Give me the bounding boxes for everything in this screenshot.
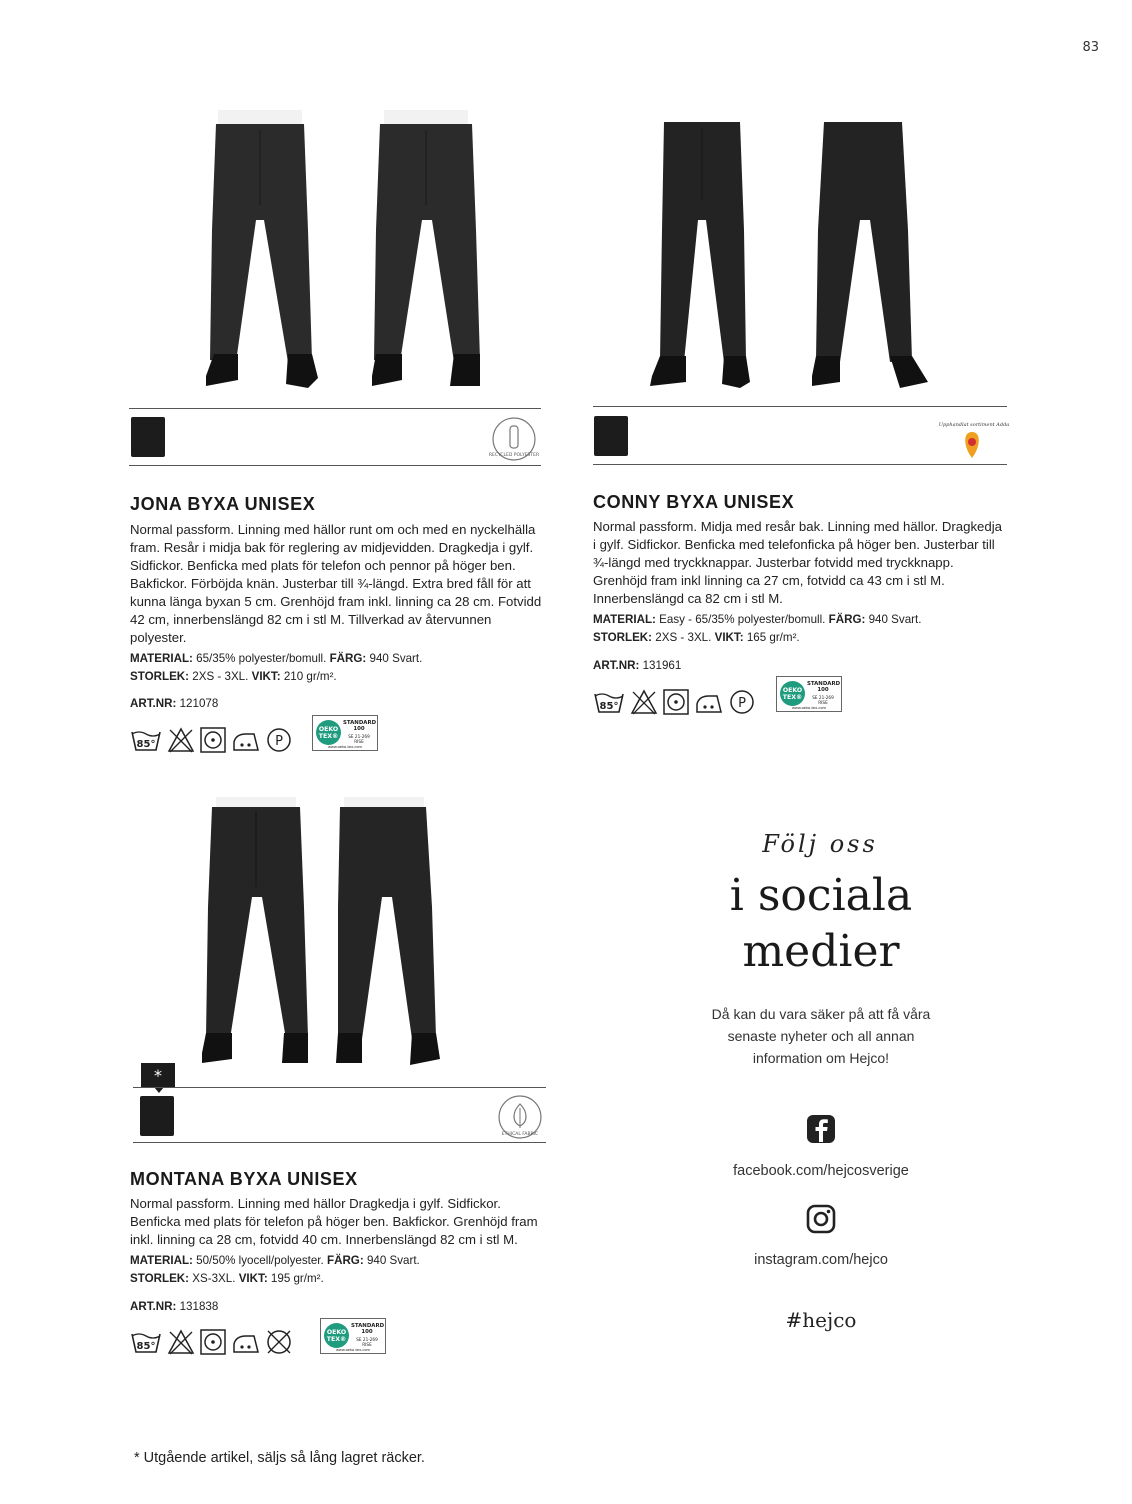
oeko-tex-label	[776, 676, 842, 712]
product-specs	[130, 1252, 548, 1288]
oeko-tex-label	[320, 1318, 386, 1354]
oeko-url: www.oeko-tex.com	[791, 706, 827, 710]
tumble-dry-icon	[200, 727, 226, 753]
oeko-url: www.oeko-tex.com	[327, 745, 363, 749]
social-heading	[680, 868, 962, 980]
conny-product-photo	[646, 120, 946, 392]
article-number	[130, 1300, 218, 1313]
color-swatch-black[interactable]	[140, 1096, 174, 1136]
svg-text:P: P	[738, 696, 746, 711]
weight-label: VIKT:	[251, 670, 281, 683]
weight-value: 195 gr/m².	[270, 1272, 324, 1285]
tumble-dry-icon	[200, 1329, 226, 1355]
divider-top	[129, 408, 541, 409]
tumble-dry-icon	[663, 689, 689, 715]
oeko-tex-label	[312, 715, 378, 751]
size-label: STORLEK:	[130, 1272, 190, 1285]
adda-badge-icon	[938, 418, 1010, 462]
outgoing-item-badge: *	[141, 1063, 175, 1087]
color-value: 940 Svart.	[868, 613, 922, 626]
care-symbols	[593, 688, 755, 716]
product-title: MONTANA BYXA UNISEX	[130, 1169, 358, 1189]
size-label: STORLEK:	[130, 670, 190, 683]
product-title: CONNY BYXA UNISEX	[593, 492, 795, 512]
dry-clean-p-icon	[266, 727, 292, 753]
product-description: Normal passform. Linning med hällor runt om och med en nyckelhälla fram. Resår i midja bak för reglering av midjevidden. Dragkedja i gylf. Sidfickor. Benficka med plats för telefon och pennor på höger ben. Bakfickor. Förböjda knän. Justerbar till ¾-längd. Extra bred fåll för att kunna länga byxan 5 cm. Grenhöjd fram inkl. linning ca 28 cm. Fotvidd 42 cm, innerbenslängd 82 cm i stl M. Tillverkad av återvunnen polyester.	[130, 522, 542, 645]
jona-product-photo	[196, 110, 556, 395]
recycled-badge-text: RECYCLED POLYESTER	[488, 453, 540, 458]
divider-bottom	[593, 464, 1007, 465]
ethical-fabric-badge-icon	[497, 1094, 543, 1140]
oeko-tex-logo: OEKO TEX®	[316, 720, 341, 745]
wash-85-icon	[130, 726, 162, 754]
color-swatch-black[interactable]	[131, 417, 165, 457]
color-label: FÄRG:	[326, 1254, 364, 1267]
wash-85-icon	[130, 1328, 162, 1356]
product-specs	[593, 611, 1007, 647]
color-label: FÄRG:	[828, 613, 866, 626]
social-heading-line1: i sociala	[729, 870, 913, 921]
product-description: Normal passform. Midja med resår bak. Linning med hällor. Dragkedja i gylf. Sidfickor. Benficka med telefonficka på höger ben. Justerbar till ¾-längd med tryckknappar. Justerbar fotvidd med tryckknapp. Grenhöjd fram inkl linning ca 27 cm, fotvidd ca 43 cm i stl M. Innerbenslängd ca 82 cm i stl M.	[593, 519, 1002, 606]
divider-bottom	[129, 465, 541, 466]
color-swatch-black[interactable]	[594, 416, 628, 456]
facebook-icon[interactable]	[806, 1114, 836, 1144]
material-value: 65/35% polyester/bomull.	[196, 652, 327, 665]
size-value: 2XS - 3XL.	[192, 670, 249, 683]
material-label: MATERIAL:	[130, 1254, 193, 1267]
color-value: 940 Svart.	[369, 652, 423, 665]
no-bleach-icon	[168, 727, 194, 753]
divider-bottom	[133, 1142, 546, 1143]
color-value: 940 Svart.	[366, 1254, 420, 1267]
artnr-label: ART.NR:	[130, 697, 177, 710]
color-label: FÄRG:	[329, 652, 367, 665]
material-label: MATERIAL:	[130, 652, 193, 665]
care-symbols	[130, 1328, 292, 1356]
social-intro-text: Då kan du vara säker på att få våra senaste nyheter och all annan information om Hejco!	[711, 1006, 931, 1066]
iron-icon	[232, 1329, 260, 1355]
no-dry-clean-icon	[266, 1329, 292, 1355]
oeko-standard: STANDARD 100	[343, 720, 377, 732]
oeko-standard: STANDARD 100	[807, 681, 841, 693]
artnr-value: 131838	[179, 1300, 219, 1313]
oeko-tex-logo: OEKO TEX®	[324, 1323, 349, 1348]
recycled-polyester-badge-icon	[488, 416, 540, 462]
no-bleach-icon	[168, 1329, 194, 1355]
follow-us-script: Följ oss	[762, 830, 878, 858]
size-label: STORLEK:	[593, 631, 653, 644]
footnote: * Utgående artikel, säljs så lång lagret räcker.	[134, 1450, 425, 1466]
article-number	[130, 697, 218, 710]
facebook-link[interactable]: facebook.com/hejcosverige	[733, 1163, 909, 1179]
oeko-url: www.oeko-tex.com	[335, 1348, 371, 1352]
svg-text:P: P	[275, 734, 283, 749]
montana-product-photo	[196, 797, 446, 1067]
artnr-label: ART.NR:	[593, 659, 640, 672]
wash-85-icon	[593, 688, 625, 716]
svg-text:85°: 85°	[136, 739, 156, 750]
weight-value: 210 gr/m².	[283, 670, 337, 683]
material-value: 50/50% lyocell/polyester.	[196, 1254, 324, 1267]
instagram-link[interactable]: instagram.com/hejco	[754, 1252, 888, 1268]
adda-badge-text: Upphandlat sortiment Adda	[938, 422, 1010, 428]
social-heading-line2: medier	[742, 926, 900, 977]
product-specs	[130, 650, 545, 686]
oeko-code: SE 21-269 RISE	[812, 695, 834, 705]
oeko-code: SE 21-269 RISE	[348, 734, 370, 744]
weight-label: VIKT:	[714, 631, 744, 644]
svg-text:85°: 85°	[599, 701, 619, 712]
care-symbols	[130, 726, 292, 754]
oeko-standard: STANDARD 100	[351, 1323, 385, 1335]
ethical-badge-text: ETHICAL FABRIC	[501, 1132, 539, 1137]
iron-icon	[232, 727, 260, 753]
artnr-label: ART.NR:	[130, 1300, 177, 1313]
artnr-value: 121078	[179, 697, 219, 710]
product-description: Normal passform. Linning med hällor Dragkedja i gylf. Sidfickor. Benficka med plats för telefon på höger ben. Bakfickor. Grenhöjd fram inkl. linning ca 28 cm, fotvidd 40 cm. Innerbenslängd 82 cm i stl M.	[130, 1196, 538, 1247]
hashtag: #hejco	[785, 1308, 857, 1332]
size-value: 2XS - 3XL.	[655, 631, 712, 644]
material-label: MATERIAL:	[593, 613, 656, 626]
iron-icon	[695, 689, 723, 715]
size-value: XS-3XL.	[192, 1272, 236, 1285]
dry-clean-p-icon	[729, 689, 755, 715]
no-bleach-icon	[631, 689, 657, 715]
divider-top	[133, 1087, 546, 1088]
svg-text:85°: 85°	[136, 1341, 156, 1352]
weight-value: 165 gr/m².	[746, 631, 800, 644]
instagram-icon[interactable]	[806, 1204, 836, 1234]
article-number	[593, 659, 681, 672]
page-number: 83	[1082, 40, 1099, 55]
weight-label: VIKT:	[238, 1272, 268, 1285]
product-title: JONA BYXA UNISEX	[130, 494, 316, 514]
oeko-code: SE 21-269 RISE	[356, 1337, 378, 1347]
oeko-tex-logo: OEKO TEX®	[780, 681, 805, 706]
artnr-value: 131961	[642, 659, 682, 672]
material-value: Easy - 65/35% polyester/bomull.	[659, 613, 826, 626]
divider-top	[593, 406, 1007, 407]
